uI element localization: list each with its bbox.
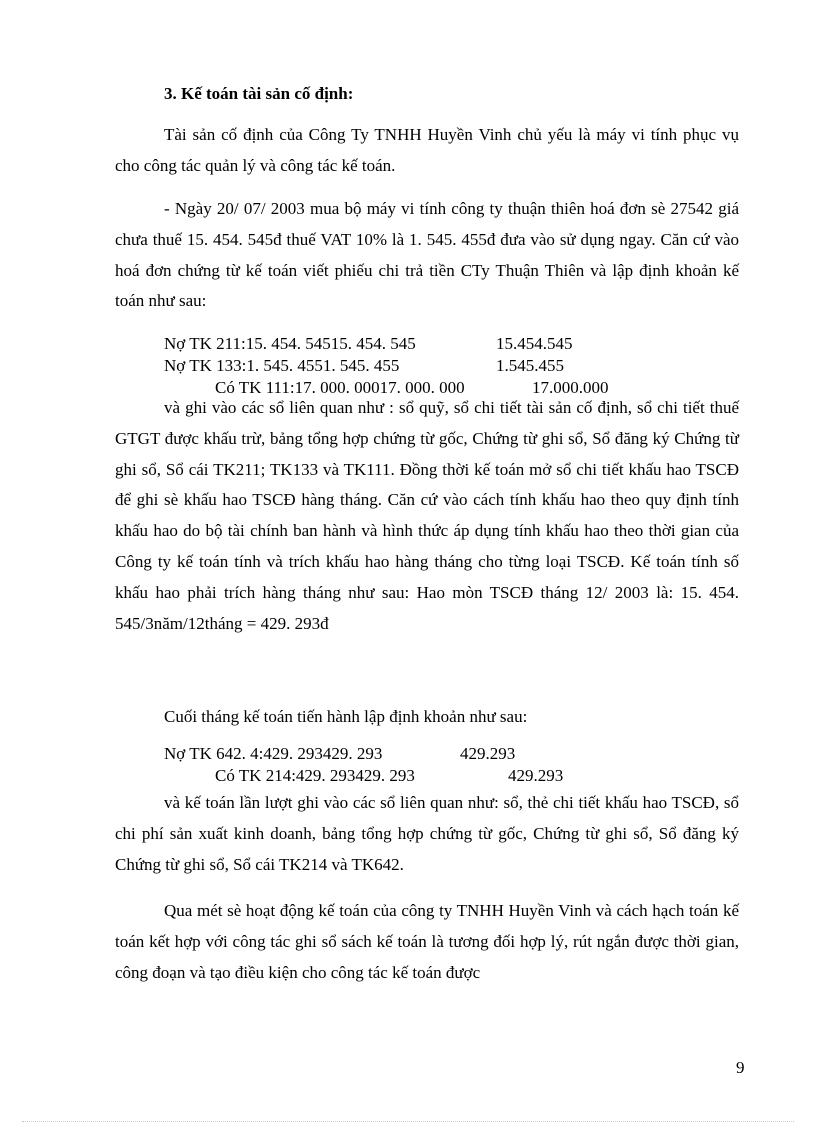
journal2-entry-debit-642: Nợ TK 642. 4:429. 293429. 293 xyxy=(164,744,383,763)
journal2-amount-credit-214: 429.293 xyxy=(508,766,564,785)
page-number: 9 xyxy=(736,1058,745,1077)
journal2-amount-debit-642: 429.293 xyxy=(460,744,516,763)
journal2-entry-credit-214: Có TK 214:429. 293429. 293 xyxy=(215,766,415,785)
paragraph-conclusion: Qua mét sè hoạt động kế toán của công ty TNHH Huyền Vinh và cách hạch toán kế toán kết hợp với công tác ghi sổ sách kế toán là tương đối hợp lý, rút ngắn được thời gian, công đoạn và tạo điều kiện cho công tác kế toán được xyxy=(115,901,739,982)
paragraph-intro: Tài sản cố định của Công Ty TNHH Huyền Vinh chủ yếu là máy vi tính phục vụ cho công tác quản lý và công tác kế toán. xyxy=(115,125,739,175)
journal1-amount-credit-111: 17.000.000 xyxy=(532,378,609,397)
paragraph-month-end: Cuối tháng kế toán tiến hành lập định khoản như sau: xyxy=(164,707,528,726)
journal1-entry-credit-111: Có TK 111:17. 000. 00017. 000. 000 xyxy=(215,378,465,397)
section-heading: 3. Kế toán tài sản cố định: xyxy=(164,84,354,103)
journal1-amount-debit-211: 15.454.545 xyxy=(496,334,573,353)
journal1-amount-debit-133: 1.545.455 xyxy=(496,356,564,375)
paragraph-purchase: - Ngày 20/ 07/ 2003 mua bộ máy vi tính công ty thuận thiên hoá đơn sè 27542 giá chưa thuế 15. 454. 545đ thuế VAT 10% là 1. 545. 455đ đưa vào sử dụng ngay. Căn cứ vào hoá đơn chứng từ kế toán viết phiếu chi trả tiền CTy Thuận Thiên và lập định khoản kế toán như sau: xyxy=(115,199,739,311)
paragraph-record1: và ghi vào các sổ liên quan như : sổ quỹ, sổ chi tiết tài sản cố định, sổ chi tiết thuế GTGT được khấu trừ, bảng tổng hợp chứng từ gốc, Chứng từ ghi sổ, Sổ đăng ký Chứng từ ghi sổ, Sổ cái TK211; TK133 và TK111. Đồng thời kế toán mở sổ chi tiết khấu hao TSCĐ để ghi sè khấu hao TSCĐ hàng tháng. Căn cứ vào cách tính khấu hao theo quy định tính khấu hao do bộ tài chính ban hành và hình thức áp dụng tính khấu hao theo thời gian của Công ty kế toán tính và trích khấu hao hàng tháng cho từng loại TSCĐ. Kế toán tính số khấu hao phải trích hàng tháng như sau: Hao mòn TSCĐ tháng 12/ 2003 là: 15. 454. 545/3năm/12tháng = 429. 293đ xyxy=(115,398,739,633)
footer-divider xyxy=(22,1121,794,1122)
paragraph-record2: và kế toán lần lượt ghi vào các sổ liên quan như: sổ, thẻ chi tiết khấu hao TSCĐ, sổ chi phí sản xuất kinh doanh, bảng tổng hợp chứng từ gốc, Chứng từ ghi sổ, Sổ đăng ký Chứng từ ghi sổ, Sổ cái TK214 và TK642. xyxy=(115,793,739,874)
journal1-entry-debit-133: Nợ TK 133:1. 545. 4551. 545. 455 xyxy=(164,356,400,375)
journal1-entry-debit-211: Nợ TK 211:15. 454. 54515. 454. 545 xyxy=(164,334,416,353)
